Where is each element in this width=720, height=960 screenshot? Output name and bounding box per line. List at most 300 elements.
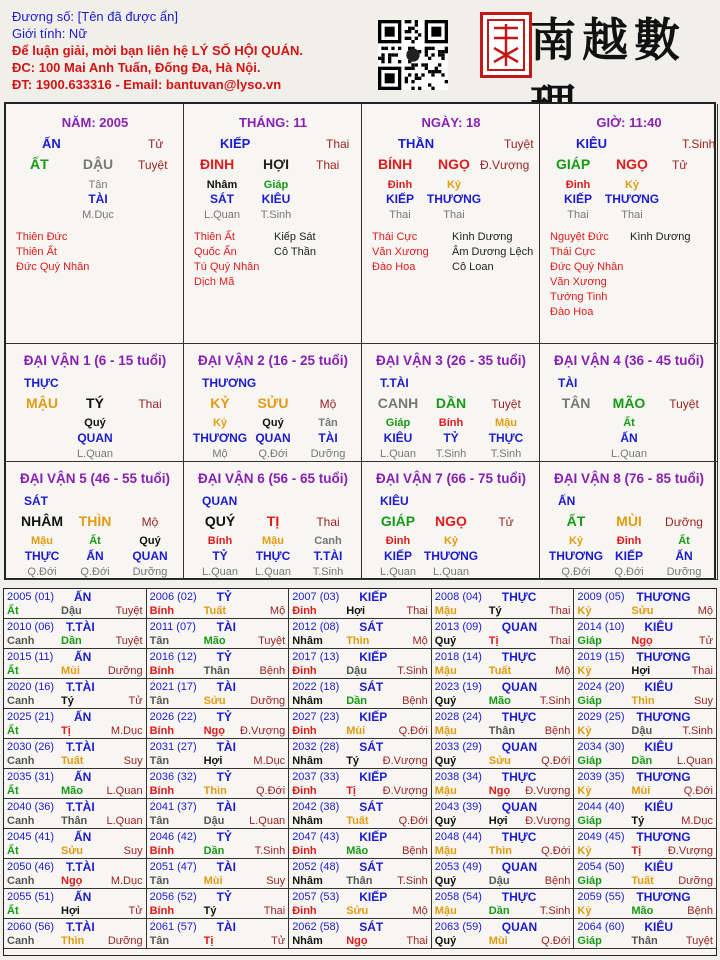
pillar-title: NGÀY: 18 xyxy=(421,115,481,130)
pillar-title: THÁNG: 11 xyxy=(239,115,307,130)
hidden-stem: Ất xyxy=(623,417,635,429)
stage-label: Tử xyxy=(672,158,688,172)
year-stage: T.Sinh xyxy=(397,875,428,887)
stage-label: Tử xyxy=(148,137,164,151)
year-label: 2020 (16) xyxy=(7,681,55,693)
hidden-ten-god: QUAN xyxy=(132,549,168,563)
year-ten-god: SÁT xyxy=(359,620,384,634)
year-cell xyxy=(574,649,717,679)
year-stage: Tử xyxy=(698,635,713,647)
year-ten-god: THƯƠNG xyxy=(636,710,691,724)
year-stage: Suy xyxy=(123,845,143,857)
ten-god-label: ẤN xyxy=(558,494,576,508)
year-cell xyxy=(574,829,717,859)
brand-logo: 南越數 xyxy=(530,13,686,67)
hidden-stage: L.Quan xyxy=(432,566,470,578)
year-branch: Thìn xyxy=(346,635,370,647)
year-cell xyxy=(289,799,432,829)
earthly-branch: TÝ xyxy=(86,395,104,411)
year-stage: Bệnh xyxy=(402,845,428,857)
year-ten-god: KIÊU xyxy=(644,680,674,694)
year-stage: M.Dục xyxy=(253,755,286,767)
year-label: 2013 (09) xyxy=(434,621,482,633)
year-branch: Sửu xyxy=(203,695,226,707)
year-stage: Dưỡng xyxy=(107,935,143,947)
year-stem: Mậu xyxy=(434,905,457,917)
year-branch: Hợi xyxy=(488,815,508,827)
ten-god-label: SÁT xyxy=(24,494,48,508)
year-branch: Tuất xyxy=(203,605,226,617)
year-cell xyxy=(432,919,575,949)
year-label: 2005 (01) xyxy=(7,591,55,603)
stage-label: Thai xyxy=(326,137,350,151)
year-branch: Sửu xyxy=(488,755,511,767)
year-stage: Tử xyxy=(271,935,286,947)
year-ten-god: SÁT xyxy=(359,740,384,754)
earthly-branch: HỢI xyxy=(263,156,289,172)
year-label: 2038 (34) xyxy=(434,771,482,783)
hidden-stage: Q.Đới xyxy=(614,566,644,578)
year-stem: Tân xyxy=(149,695,170,707)
year-branch: Mão xyxy=(488,695,511,707)
earthly-branch: NGỌ xyxy=(616,156,648,172)
year-stem: Quý xyxy=(434,815,457,827)
hidden-ten-god: THỰC xyxy=(24,549,60,563)
year-label: 2026 (22) xyxy=(149,711,197,723)
year-stem: Canh xyxy=(7,695,35,707)
year-stem: Đinh xyxy=(292,905,317,917)
year-stage: Thai xyxy=(406,605,428,617)
year-stem: Nhâm xyxy=(292,935,323,947)
hidden-stem: Quý xyxy=(84,417,106,429)
year-stem: Giáp xyxy=(577,695,602,707)
hidden-ten-god: QUAN xyxy=(77,431,113,445)
year-ten-god: TỶ xyxy=(216,650,232,664)
year-cell xyxy=(147,709,290,739)
year-cell xyxy=(574,769,717,799)
year-ten-god: SÁT xyxy=(359,860,384,874)
year-label: 2025 (21) xyxy=(7,711,55,723)
year-cell xyxy=(4,769,147,799)
header-line: ĐC: 100 Mai Anh Tuấn, Đống Đa, Hà Nội. xyxy=(12,60,261,75)
year-cell xyxy=(289,679,432,709)
year-stem: Quý xyxy=(434,635,457,647)
year-label: 2023 (19) xyxy=(434,681,482,693)
year-label: 2030 (26) xyxy=(7,741,55,753)
year-branch: Sửu xyxy=(61,845,84,857)
year-stage: Q.Đới xyxy=(398,725,428,737)
hidden-ten-god: THƯƠNG xyxy=(604,192,660,206)
year-ten-god: ẤN xyxy=(74,830,92,844)
year-label: 2032 (28) xyxy=(292,741,340,753)
year-branch: Hợi xyxy=(346,605,366,617)
hidden-stage: L.Quan xyxy=(610,448,648,460)
year-stem: Bính xyxy=(149,725,175,737)
year-cell xyxy=(147,919,290,949)
hidden-stem: Canh xyxy=(314,535,342,547)
year-stage: T.Sinh xyxy=(397,665,428,677)
year-stem: Đinh xyxy=(292,785,317,797)
year-stem: Kỷ xyxy=(577,725,592,737)
year-label: 2033 (29) xyxy=(434,741,482,753)
earthly-branch: NGỌ xyxy=(435,513,467,529)
pillar-cell xyxy=(362,104,540,344)
dai-van-cell xyxy=(362,344,540,462)
dai-van-cell xyxy=(540,344,718,462)
year-stage: Tử xyxy=(128,905,143,917)
year-stem: Canh xyxy=(7,875,35,887)
star-name: Dịch Mã xyxy=(194,276,235,288)
dai-van-cell xyxy=(540,462,718,580)
year-ten-god: QUAN xyxy=(501,800,538,814)
year-stem: Giáp xyxy=(577,635,602,647)
stage-label: Dưỡng xyxy=(665,515,703,529)
year-label: 2031 (27) xyxy=(149,741,197,753)
year-cell xyxy=(4,799,147,829)
star-name: Thái Cực xyxy=(372,231,418,243)
year-stage: Mộ xyxy=(412,905,428,917)
star-name: Đức Quý Nhân xyxy=(550,261,624,273)
year-label: 2028 (24) xyxy=(434,711,482,723)
year-cell xyxy=(289,859,432,889)
year-cell xyxy=(4,739,147,769)
hidden-stage: Q.Đới xyxy=(258,448,288,460)
hidden-stage: Thai xyxy=(621,209,643,221)
year-cell xyxy=(4,919,147,949)
year-branch: Tý xyxy=(346,755,360,767)
year-stem: Mậu xyxy=(434,725,457,737)
year-stem: Kỷ xyxy=(577,845,592,857)
year-stage: Bệnh xyxy=(544,875,571,887)
year-ten-god: KIẾP xyxy=(359,590,388,604)
year-ten-god: T.TÀI xyxy=(66,860,95,874)
year-cell xyxy=(147,619,290,649)
year-stem: Bính xyxy=(149,905,175,917)
year-stage: Đ.Vượng xyxy=(525,785,571,797)
year-ten-god: THỰC xyxy=(501,650,537,664)
year-stage: L.Quan xyxy=(106,785,143,797)
year-cell xyxy=(289,829,432,859)
year-label: 2021 (17) xyxy=(149,681,197,693)
year-stem: Giáp xyxy=(577,875,602,887)
year-label: 2018 (14) xyxy=(434,651,482,663)
hidden-ten-god: TÀI xyxy=(88,192,108,206)
hidden-stem: Kỷ xyxy=(568,535,584,547)
year-cell xyxy=(4,679,147,709)
year-stage: M.Dục xyxy=(681,815,713,827)
heavenly-stem: ẤT xyxy=(30,156,49,172)
hidden-stage: M.Dục xyxy=(82,209,114,221)
hidden-stem: Mậu xyxy=(495,417,517,429)
star-name: Tướng Tinh xyxy=(550,291,608,303)
year-branch: Mùi xyxy=(631,785,651,797)
dai-van-cell xyxy=(6,344,184,462)
year-ten-god: QUAN xyxy=(501,740,538,754)
star-name: Đào Hoa xyxy=(550,306,594,318)
earthly-branch: TỊ xyxy=(266,513,280,529)
year-branch: Dần xyxy=(203,845,225,857)
year-stem: Mậu xyxy=(434,665,457,677)
year-label: 2035 (31) xyxy=(7,771,55,783)
year-stage: L.Quan xyxy=(676,755,713,767)
year-stem: Bính xyxy=(149,605,175,617)
year-branch: Tý xyxy=(61,695,74,707)
year-label: 2036 (32) xyxy=(149,771,197,783)
year-stage: Mộ xyxy=(412,635,428,647)
year-branch: Mão xyxy=(61,785,83,797)
year-stem: Quý xyxy=(434,755,457,767)
year-cell xyxy=(147,799,290,829)
year-branch: Tị xyxy=(61,725,71,737)
year-ten-god: TÀI xyxy=(216,800,236,814)
year-stem: Tân xyxy=(149,635,170,647)
hidden-ten-god: THỰC xyxy=(488,431,524,445)
year-stem: Kỷ xyxy=(577,785,592,797)
earthly-branch: DẬU xyxy=(82,156,114,172)
ten-god-label: QUAN xyxy=(202,494,238,508)
year-stem: Ất xyxy=(7,905,19,917)
year-label: 2015 (11) xyxy=(7,651,54,663)
year-branch: Thân xyxy=(631,935,658,947)
star-name: Văn Xương xyxy=(372,246,429,258)
hidden-stage: Dưỡng xyxy=(132,566,168,578)
hidden-ten-god: QUAN xyxy=(255,431,291,445)
year-cell xyxy=(432,589,575,619)
year-label: 2047 (43) xyxy=(292,831,340,843)
year-stem: Ất xyxy=(7,785,19,797)
hidden-stage: L.Quan xyxy=(201,566,239,578)
year-stem: Nhâm xyxy=(292,875,323,887)
dai-van-cell xyxy=(362,462,540,580)
year-stage: Đ.Vượng xyxy=(667,845,713,857)
year-label: 2012 (08) xyxy=(292,621,340,633)
year-ten-god: QUAN xyxy=(501,920,538,934)
year-label: 2022 (18) xyxy=(292,681,340,693)
year-stage: Bệnh xyxy=(259,665,286,677)
year-branch: Thân xyxy=(61,815,88,827)
star-name: Kiếp Sát xyxy=(274,231,316,243)
hidden-ten-god: THƯƠNG xyxy=(548,549,604,563)
ten-god-label: THƯƠNG xyxy=(202,376,257,390)
star-name: Cô Thần xyxy=(274,246,316,258)
year-branch: Sửu xyxy=(346,905,369,917)
year-ten-god: KIẾP xyxy=(359,650,388,664)
year-label: 2058 (54) xyxy=(434,891,482,903)
year-label: 2014 (10) xyxy=(577,621,625,633)
year-cell xyxy=(574,919,717,949)
hidden-stage: L.Quan xyxy=(254,566,292,578)
stage-label: Tuyệt xyxy=(504,137,534,151)
year-cell xyxy=(4,859,147,889)
hidden-stem: Bính xyxy=(207,535,233,547)
stage-label: Tuyệt xyxy=(491,397,521,411)
year-stage: Thai xyxy=(691,665,713,677)
year-label: 2052 (48) xyxy=(292,861,340,873)
year-stem: Kỷ xyxy=(577,605,592,617)
year-label: 2037 (33) xyxy=(292,771,340,783)
year-stem: Mậu xyxy=(434,845,457,857)
dai-van-title: ĐẠI VẬN 8 (76 - 85 tuổi) xyxy=(553,471,705,486)
year-stage: T.Sinh xyxy=(682,725,713,737)
hidden-stem: Tân xyxy=(88,179,108,191)
year-stage: Thai xyxy=(548,605,571,617)
year-stage: Suy xyxy=(266,875,286,887)
year-stage: Bệnh xyxy=(402,695,428,707)
year-label: 2040 (36) xyxy=(7,801,55,813)
hidden-stage: Thai xyxy=(443,209,465,221)
earthly-branch: THÌN xyxy=(78,513,112,529)
year-ten-god: T.TÀI xyxy=(66,620,95,634)
star-name: Thái Cực xyxy=(550,246,596,258)
hidden-ten-god: KIÊU xyxy=(383,431,413,445)
pillar-cell xyxy=(6,104,184,344)
year-label: 2054 (50) xyxy=(577,861,625,873)
year-branch: Tuất xyxy=(488,665,512,677)
year-branch: Tuất xyxy=(61,755,84,767)
heavenly-stem: ĐINH xyxy=(200,156,235,172)
year-branch: Tị xyxy=(488,635,499,647)
hidden-stage: Dưỡng xyxy=(310,448,346,460)
star-name: Thiên Ất xyxy=(194,231,235,243)
year-ten-god: KIÊU xyxy=(644,800,674,814)
year-cell xyxy=(289,919,432,949)
year-branch: Ngọ xyxy=(631,635,653,647)
year-ten-god: KIẾP xyxy=(359,890,388,904)
star-name: Thiên Đức xyxy=(16,231,68,243)
year-ten-god: KIẾP xyxy=(359,830,388,844)
year-label: 2016 (12) xyxy=(149,651,197,663)
year-stem: Quý xyxy=(434,875,457,887)
year-stem: Nhâm xyxy=(292,695,323,707)
stage-label: Tuyệt xyxy=(138,158,168,172)
ten-god-label: KIẾP xyxy=(220,136,251,151)
year-stage: Tuyệt xyxy=(685,935,713,947)
year-label: 2019 (15) xyxy=(577,651,625,663)
heavenly-stem: TÂN xyxy=(561,395,591,411)
year-label: 2056 (52) xyxy=(149,891,197,903)
year-branch: Hợi xyxy=(203,755,223,767)
year-stage: Dưỡng xyxy=(678,875,713,887)
year-cell xyxy=(289,709,432,739)
hidden-stage: L.Quan xyxy=(379,566,417,578)
hidden-stem: Quý xyxy=(262,417,284,429)
pillar-cell xyxy=(184,104,362,344)
dai-van-cell xyxy=(6,462,184,580)
year-branch: Mùi xyxy=(61,665,80,677)
hidden-stem: Kỷ xyxy=(446,179,462,191)
year-stage: Đ.Vượng xyxy=(525,815,571,827)
year-ten-god: THỰC xyxy=(501,890,537,904)
dai-van-title: ĐẠI VẬN 4 (36 - 45 tuổi) xyxy=(553,353,705,368)
year-cell xyxy=(574,799,717,829)
year-ten-god: TỶ xyxy=(216,590,232,604)
year-branch: Tý xyxy=(488,605,502,617)
hidden-ten-god: KIẾP xyxy=(383,549,413,563)
qr-code-icon xyxy=(378,20,448,90)
ten-god-label: TÀI xyxy=(558,376,578,390)
star-name: Âm Dương Lệch xyxy=(452,246,534,258)
year-label: 2041 (37) xyxy=(149,801,197,813)
year-ten-god: TÀI xyxy=(216,680,236,694)
year-branch: Mùi xyxy=(203,875,223,887)
ten-god-label: KIÊU xyxy=(380,494,409,508)
hidden-stage: T.Sinh xyxy=(312,566,344,578)
hidden-ten-god: SÁT xyxy=(210,192,234,206)
year-ten-god: THƯƠNG xyxy=(636,590,691,604)
header-line: Để luận giải, mời bạn liên hệ LÝ SỐ HỘI QUÁN. xyxy=(12,43,303,58)
year-ten-god: TÀI xyxy=(216,860,236,874)
year-ten-god: T.TÀI xyxy=(66,740,95,754)
hidden-stem: Mậu xyxy=(31,535,53,547)
year-branch: Mão xyxy=(346,845,369,857)
year-stage: Bệnh xyxy=(687,905,713,917)
year-stage: L.Quan xyxy=(106,815,143,827)
year-stem: Nhâm xyxy=(292,635,323,647)
earthly-branch: MÙI xyxy=(616,513,642,529)
year-ten-god: TỶ xyxy=(216,830,232,844)
year-ten-god: KIÊU xyxy=(644,620,674,634)
year-branch: Hợi xyxy=(631,665,651,677)
year-branch: Thân xyxy=(488,725,516,737)
year-branch: Dậu xyxy=(61,605,82,617)
year-branch: Ngọ xyxy=(203,725,225,737)
hidden-ten-god: ẤN xyxy=(86,549,104,563)
year-ten-god: KIÊU xyxy=(644,860,674,874)
year-stem: Canh xyxy=(7,755,35,767)
year-stage: Mộ xyxy=(697,605,713,617)
hidden-ten-god: THƯƠNG xyxy=(423,549,479,563)
stage-label: Tuyệt xyxy=(669,397,699,411)
year-cell xyxy=(574,709,717,739)
year-ten-god: ẤN xyxy=(74,770,92,784)
year-branch: Dậu xyxy=(346,665,367,677)
year-label: 2053 (49) xyxy=(434,861,482,873)
year-ten-god: TÀI xyxy=(216,920,236,934)
year-ten-god: ẤN xyxy=(74,710,92,724)
year-cell xyxy=(432,739,575,769)
year-stem: Đinh xyxy=(292,725,317,737)
year-label: 2029 (25) xyxy=(577,711,625,723)
ten-god-label: THẦN xyxy=(398,136,435,151)
hidden-stem: Kỷ xyxy=(624,179,640,191)
year-stem: Ất xyxy=(7,845,19,857)
year-branch: Thân xyxy=(203,665,230,677)
hidden-ten-god: TỶ xyxy=(443,431,459,445)
year-stem: Giáp xyxy=(577,755,602,767)
year-ten-god: ẤN xyxy=(74,890,92,904)
hidden-stage: T.Sinh xyxy=(490,448,522,460)
year-stem: Bính xyxy=(149,845,175,857)
year-stage: M.Dục xyxy=(110,725,143,737)
hidden-stem: Kỷ xyxy=(212,417,228,429)
year-stem: Nhâm xyxy=(292,755,323,767)
year-cell xyxy=(574,889,717,919)
star-name: Quốc Ấn xyxy=(194,246,237,258)
year-cell xyxy=(4,589,147,619)
star-name: Văn Xương xyxy=(550,276,607,288)
year-branch: Mão xyxy=(203,635,226,647)
stage-label: Mộ xyxy=(141,515,159,529)
heavenly-stem: GIÁP xyxy=(556,156,591,172)
stage-label: Thai xyxy=(138,397,162,411)
hidden-stem: Đinh xyxy=(565,179,591,191)
hidden-stem: Mậu xyxy=(262,535,284,547)
ten-god-label: KIÊU xyxy=(576,136,608,151)
star-name: Đức Quý Nhân xyxy=(16,261,90,273)
year-branch: Mùi xyxy=(488,935,508,947)
heavenly-stem: KỶ xyxy=(210,395,230,411)
year-ten-god: TÀI xyxy=(216,740,236,754)
